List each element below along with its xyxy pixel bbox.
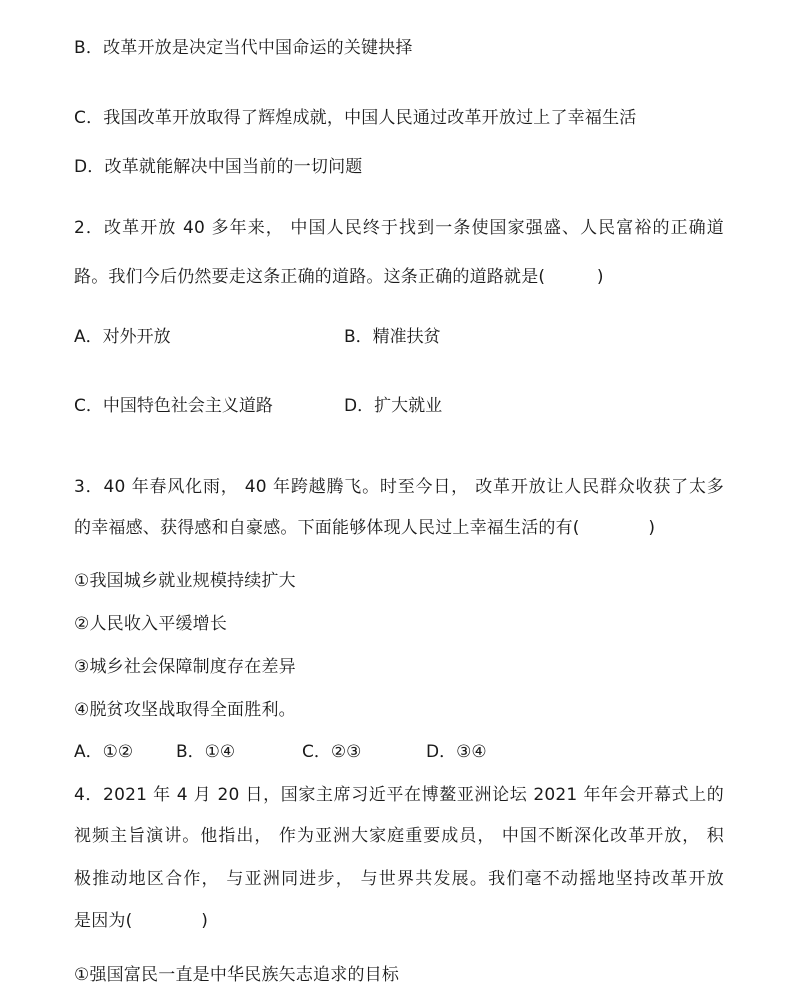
q2-option-d: D．扩大就业	[344, 396, 443, 416]
q3-statement-3: ③城乡社会保障制度存在差异	[74, 657, 296, 677]
q2-option-b: B．精准扶贫	[344, 327, 441, 347]
q4-statement-1: ①强国富民一直是中华民族矢志追求的目标	[74, 965, 400, 985]
q3-statement-4: ④脱贫攻坚战取得全面胜利。	[74, 700, 296, 720]
q4-stem-line-4: 是因为( )	[74, 911, 209, 931]
q4-stem-line-2: 视频主旨演讲。他指出， 作为亚洲大家庭重要成员， 中国不断深化改革开放， 积	[74, 826, 724, 846]
q2-option-a: A．对外开放	[74, 327, 171, 347]
q3-option-d: D．③④	[426, 742, 487, 762]
q4-stem-line-3: 极推动地区合作， 与亚洲同进步， 与世界共发展。我们毫不动摇地坚持改革开放	[74, 869, 724, 889]
q3-option-a: A．①②	[74, 742, 134, 762]
q3-stem-line-2: 的幸福感、获得感和自豪感。下面能够体现人民过上幸福生活的有( )	[74, 518, 656, 538]
q2-option-c: C．中国特色社会主义道路	[74, 396, 273, 416]
q3-statement-1: ①我国城乡就业规模持续扩大	[74, 571, 296, 591]
q3-statement-2: ②人民收入平缓增长	[74, 614, 228, 634]
q2-stem-line-1: 2．改革开放 40 多年来， 中国人民终于找到一条使国家强盛、人民富裕的正确道	[74, 218, 724, 238]
q3-option-b: B．①④	[176, 742, 236, 762]
q3-option-c: C．②③	[302, 742, 362, 762]
q1-option-d: D．改革就能解决中国当前的一切问题	[74, 157, 363, 177]
q2-stem-line-2: 路。我们今后仍然要走这条正确的道路。这条正确的道路就是( )	[74, 267, 604, 287]
q1-option-c: C．我国改革开放取得了辉煌成就，中国人民通过改革开放过上了幸福生活	[74, 108, 637, 128]
q3-stem-line-1: 3．40 年春风化雨， 40 年跨越腾飞。时至今日， 改革开放让人民群众收获了太多	[74, 477, 724, 497]
q1-option-b: B．改革开放是决定当代中国命运的关键抉择	[74, 38, 413, 58]
q4-stem-line-1: 4．2021 年 4 月 20 日，国家主席习近平在博鳌亚洲论坛 2021 年年会开幕式上的	[74, 785, 724, 805]
